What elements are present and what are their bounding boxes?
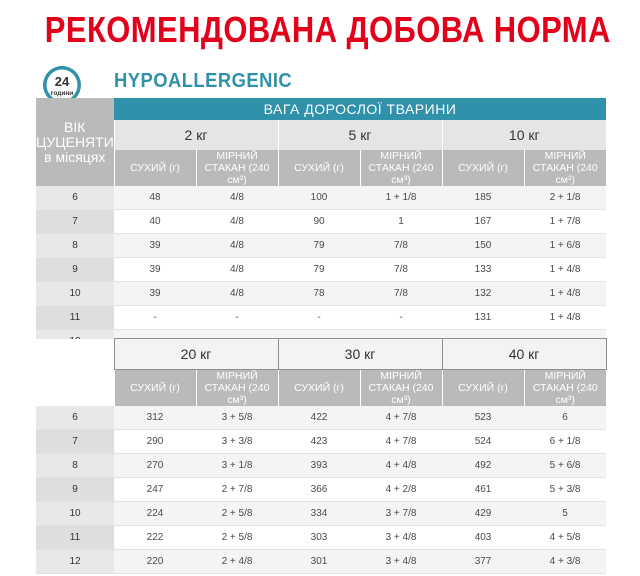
table-row — [36, 430, 606, 454]
dry-grams-cell: 150 — [442, 234, 524, 258]
subheader-row — [36, 370, 606, 407]
measuring-cup-cell: 4/8 — [196, 282, 278, 306]
table-row — [36, 406, 606, 430]
weight-header-20kg: 20 кг — [114, 339, 278, 370]
measuring-cup-cell: 4 + 7/8 — [360, 406, 442, 430]
measuring-cup-cell: 4 + 2/8 — [360, 478, 442, 502]
dry-grams-cell: 393 — [278, 454, 360, 478]
dry-grams-cell: - — [278, 306, 360, 330]
table-row — [36, 186, 606, 210]
dry-grams-cell: 39 — [114, 282, 196, 306]
measuring-cup-cell: - — [196, 306, 278, 330]
age-cell: 6 — [36, 186, 114, 210]
table-row — [36, 526, 606, 550]
measuring-cup-header: МІРНИЙ СТАКАН (240 см³) — [196, 370, 278, 407]
blank-corner-cell — [36, 339, 114, 370]
measuring-cup-cell: 1 + 4/8 — [524, 282, 606, 306]
measuring-cup-cell: 3 + 4/8 — [360, 526, 442, 550]
measuring-cup-cell: 4/8 — [196, 186, 278, 210]
feeding-table-top — [36, 98, 606, 354]
table-row — [36, 502, 606, 526]
weight-header-2kg: 2 кг — [114, 120, 278, 150]
dry-grams-cell: 131 — [442, 306, 524, 330]
dry-grams-cell: 133 — [442, 258, 524, 282]
dry-grams-header: СУХИЙ (г) — [114, 150, 196, 186]
measuring-cup-cell: 1 + 6/8 — [524, 234, 606, 258]
age-cell: 9 — [36, 258, 114, 282]
table-body-bottom — [36, 406, 606, 574]
dry-grams-cell: 524 — [442, 430, 524, 454]
table-row — [36, 234, 606, 258]
measuring-cup-cell: 2 + 7/8 — [196, 478, 278, 502]
table-row — [36, 550, 606, 574]
dry-grams-cell: 224 — [114, 502, 196, 526]
age-cell: 7 — [36, 430, 114, 454]
age-cell: 10 — [36, 282, 114, 306]
dry-grams-header: СУХИЙ (г) — [114, 370, 196, 407]
measuring-cup-cell: 5 + 6/8 — [524, 454, 606, 478]
brand-row — [38, 66, 618, 100]
dry-grams-cell: 39 — [114, 258, 196, 282]
age-cell: 8 — [36, 454, 114, 478]
dry-grams-header: СУХИЙ (г) — [442, 150, 524, 186]
measuring-cup-cell: 3 + 7/8 — [360, 502, 442, 526]
measuring-cup-header: МІРНИЙ СТАКАН (240 см³) — [360, 370, 442, 407]
feeding-table-bottom — [36, 338, 607, 574]
measuring-cup-header: МІРНИЙ СТАКАН (240 см³) — [524, 150, 606, 186]
measuring-cup-cell: 1 — [360, 210, 442, 234]
dry-grams-cell: 220 — [114, 550, 196, 574]
brand-name: HYPOALLERGENIC — [114, 70, 293, 92]
dry-grams-cell: 132 — [442, 282, 524, 306]
adult-weight-banner: ВАГА ДОРОСЛОЇ ТВАРИНИ — [114, 98, 606, 120]
dry-grams-cell: 301 — [278, 550, 360, 574]
measuring-cup-cell: 5 + 3/8 — [524, 478, 606, 502]
dry-grams-cell: 167 — [442, 210, 524, 234]
measuring-cup-cell: 3 + 4/8 — [360, 550, 442, 574]
measuring-cup-cell: 7/8 — [360, 258, 442, 282]
measuring-cup-cell: 4 + 7/8 — [360, 430, 442, 454]
measuring-cup-cell: 4 + 4/8 — [360, 454, 442, 478]
dry-grams-cell: 247 — [114, 478, 196, 502]
weight-header-40kg: 40 кг — [442, 339, 606, 370]
age-cell: 11 — [36, 306, 114, 330]
dry-grams-cell: 270 — [114, 454, 196, 478]
dry-grams-cell: 303 — [278, 526, 360, 550]
measuring-cup-cell: 4/8 — [196, 210, 278, 234]
dry-grams-cell: 79 — [278, 258, 360, 282]
age-cell: 7 — [36, 210, 114, 234]
weight-header-5kg: 5 кг — [278, 120, 442, 150]
measuring-cup-cell: 2 + 1/8 — [524, 186, 606, 210]
measuring-cup-cell: 1 + 4/8 — [524, 258, 606, 282]
measuring-cup-cell: 6 + 1/8 — [524, 430, 606, 454]
dry-grams-cell: 422 — [278, 406, 360, 430]
dry-grams-cell: 366 — [278, 478, 360, 502]
measuring-cup-cell: 3 + 5/8 — [196, 406, 278, 430]
measuring-cup-cell: 3 + 1/8 — [196, 454, 278, 478]
dry-grams-cell: 312 — [114, 406, 196, 430]
age-cell: 8 — [36, 234, 114, 258]
table-row — [36, 210, 606, 234]
clock-badge-label: години — [50, 90, 74, 97]
dry-grams-cell: 523 — [442, 406, 524, 430]
age-cell: 11 — [36, 526, 114, 550]
measuring-cup-cell: 4/8 — [196, 258, 278, 282]
measuring-cup-cell: 4 + 3/8 — [524, 550, 606, 574]
dry-grams-cell: 185 — [442, 186, 524, 210]
dry-grams-cell: 100 — [278, 186, 360, 210]
measuring-cup-header: МІРНИЙ СТАКАН (240 см³) — [196, 150, 278, 186]
measuring-cup-cell: 4 + 5/8 — [524, 526, 606, 550]
measuring-cup-cell: - — [360, 306, 442, 330]
dry-grams-cell: 423 — [278, 430, 360, 454]
dry-grams-header: СУХИЙ (г) — [278, 370, 360, 407]
subheader-row — [36, 150, 606, 186]
measuring-cup-cell: 7/8 — [360, 282, 442, 306]
dry-grams-cell: 429 — [442, 502, 524, 526]
measuring-cup-cell: 2 + 4/8 — [196, 550, 278, 574]
dry-grams-cell: 78 — [278, 282, 360, 306]
table-row — [36, 454, 606, 478]
dry-grams-cell: 461 — [442, 478, 524, 502]
clock-badge-number: 24 — [54, 74, 70, 89]
table-row — [36, 478, 606, 502]
dry-grams-cell: 39 — [114, 234, 196, 258]
dry-grams-cell: 90 — [278, 210, 360, 234]
dry-grams-cell: 377 — [442, 550, 524, 574]
age-cell: 6 — [36, 406, 114, 430]
measuring-cup-cell: 6 — [524, 406, 606, 430]
table-row — [36, 258, 606, 282]
measuring-cup-cell: 5 — [524, 502, 606, 526]
age-cell: 10 — [36, 502, 114, 526]
dry-grams-header: СУХИЙ (г) — [442, 370, 524, 407]
measuring-cup-cell: 1 + 4/8 — [524, 306, 606, 330]
dry-grams-cell: 79 — [278, 234, 360, 258]
clock-24h-icon — [38, 66, 114, 100]
measuring-cup-cell: 2 + 5/8 — [196, 526, 278, 550]
table-row — [36, 282, 606, 306]
dry-grams-cell: - — [114, 306, 196, 330]
dry-grams-cell: 492 — [442, 454, 524, 478]
page-title: РЕКОМЕНДОВАНА ДОБОВА НОРМА — [44, 9, 611, 50]
measuring-cup-cell: 7/8 — [360, 234, 442, 258]
weight-header-30kg: 30 кг — [278, 339, 442, 370]
measuring-cup-cell: 1 + 7/8 — [524, 210, 606, 234]
measuring-cup-cell: 2 + 5/8 — [196, 502, 278, 526]
dry-grams-cell: 222 — [114, 526, 196, 550]
measuring-cup-cell: 1 + 1/8 — [360, 186, 442, 210]
table-body-top — [36, 186, 606, 354]
dry-grams-cell: 48 — [114, 186, 196, 210]
age-column-header: ВІК ЦУЦЕНЯТИ в місяцях — [36, 98, 114, 186]
weight-header-10kg: 10 кг — [442, 120, 606, 150]
measuring-cup-header: МІРНИЙ СТАКАН (240 см³) — [360, 150, 442, 186]
measuring-cup-header: МІРНИЙ СТАКАН (240 см³) — [524, 370, 606, 407]
dry-grams-header: СУХИЙ (г) — [278, 150, 360, 186]
table-row — [36, 306, 606, 330]
age-cell: 12 — [36, 550, 114, 574]
dry-grams-cell: 403 — [442, 526, 524, 550]
age-cell: 9 — [36, 478, 114, 502]
dry-grams-cell: 40 — [114, 210, 196, 234]
measuring-cup-cell: 3 + 3/8 — [196, 430, 278, 454]
dry-grams-cell: 334 — [278, 502, 360, 526]
blank-corner-cell — [36, 370, 114, 407]
dry-grams-cell: 290 — [114, 430, 196, 454]
measuring-cup-cell: 4/8 — [196, 234, 278, 258]
